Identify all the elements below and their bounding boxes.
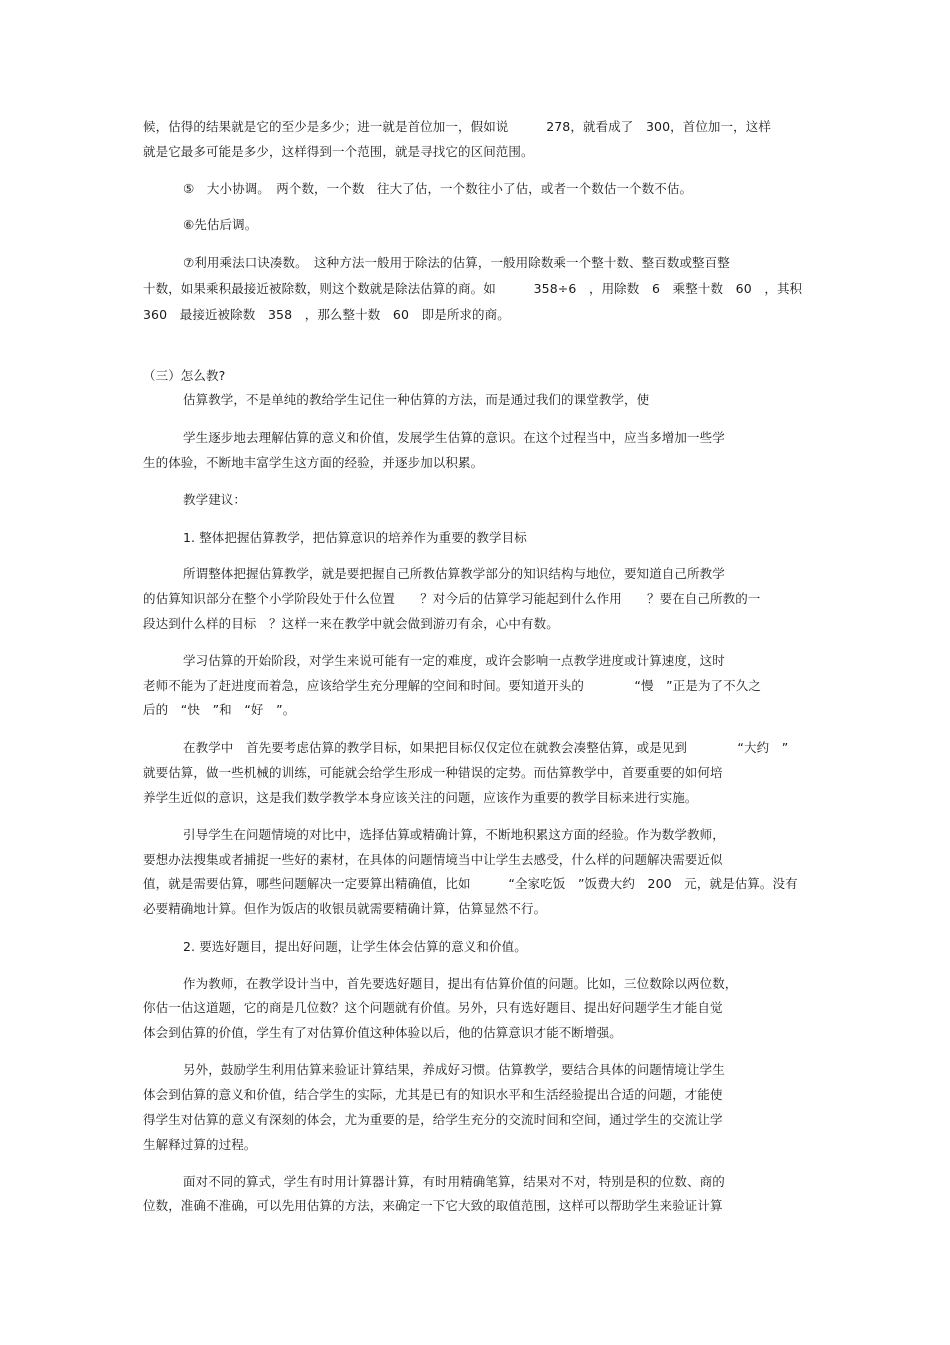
text-line: 学生逐步地去理解估算的意义和价值，发展学生估算的意识。在这个过程当中，应当多增加一些学 [183, 430, 725, 445]
text-line: ⑦利用乘法口诀凑数。 这种方法一般用于除法的估算，一般用除数乘一个整十数、整百数或整百整 [183, 255, 730, 270]
text-line: 体会到估算的价值，学生有了对估算价值这种体验以后，他的估算意识才能不断增强。 [143, 1025, 622, 1040]
text-line: 就要估算，做一些机械的训练，可能就会给学生形成一种错误的定势。而估算教学中，首要重要的如何培 [143, 765, 723, 780]
text-line: 的估算知识部分在整个小学阶段处于什么位置 ？对今后的估算学习能起到什么作用 ？要在自己所教的一 [143, 591, 761, 606]
text-line: 面对不同的算式，学生有时用计算器计算，有时用精确笔算，结果对不对，特别是积的位数、商的 [183, 1174, 725, 1189]
text-line: 学习估算的开始阶段，对学生来说可能有一定的难度，或许会影响一点教学进度或计算速度，这时 [183, 653, 725, 668]
text-line: 体会到估算的意义和价值，结合学生的实际，尤其是已有的知识水平和生活经验提出合适的问题，才能使 [143, 1087, 723, 1102]
text-line: 要想办法搜集或者捕捉一些好的素材，在具体的问题情境当中让学生去感受，什么样的问题解决需要近似 [143, 852, 723, 867]
text-line: 后的 “快 ”和 “好 ”。 [143, 702, 296, 717]
text-line: 老师不能为了赶进度而着急，应该给学生充分理解的空间和时间。要知道开头的 “慢 ”正是为了不久之 [143, 678, 761, 693]
text-line: 十数，如果乘积最接近被除数，则这个数就是除法估算的商。如 358÷6 ，用除数 6 乘整十数 60 ，其积 [143, 281, 803, 296]
text-line: 生的体验，不断地丰富学生这方面的经验，并逐步加以积累。 [143, 455, 484, 470]
text-line: ⑤ 大小协调。 两个数，一个数 往大了估，一个数往小了估，或者一个数估一个数不估。 [183, 181, 693, 196]
text-line: 引导学生在问题情境的对比中，选择估算或精确计算，不断地积累这方面的经验。作为数学教师， [183, 827, 725, 842]
text-line: ⑥先估后调。 [183, 217, 258, 232]
text-line: 候，估得的结果就是它的至少是多少；进一就是首位加一，假如说 278，就看成了 300，首位加一，这样 [143, 119, 771, 134]
text-line: 另外，鼓励学生利用估算来验证计算结果，养成好习惯。估算教学，要结合具体的问题情境让学生 [183, 1062, 725, 1077]
text-line: 你估一估这道题，它的商是几位数？这个问题就有价值。另外，只有选好题目、提出好问题学生才能自觉 [143, 1000, 723, 1015]
section-heading: （三）怎么教? [143, 368, 226, 383]
text-line: 作为教师，在教学设计当中，首先要选好题目，提出有估算价值的问题。比如，三位数除以两位数， [183, 976, 738, 991]
text-line: 必要精确地计算。但作为饭店的收银员就需要精确计算，估算显然不行。 [143, 901, 547, 916]
text-line: 估算教学，不是单纯的教给学生记住一种估算的方法，而是通过我们的课堂教学，使 [183, 392, 650, 407]
text-line: 得学生对估算的意义有深刻的体会，尤为重要的是，给学生充分的交流时间和空间，通过学生的交流让学 [143, 1112, 723, 1127]
text-line: 所谓整体把握估算教学，就是要把握自己所教估算教学部分的知识结构与地位，要知道自己所教学 [183, 566, 725, 581]
text-line: 养学生近似的意识，这是我们数学教学本身应该关注的问题，应该作为重要的教学目标来进行实施。 [143, 790, 698, 805]
text-line: 360 最接近被除数 358 ，那么整十数 60 即是所求的商。 [143, 307, 510, 322]
text-line: 就是它最多可能是多少，这样得到一个范围，就是寻找它的区间范围。 [143, 144, 534, 159]
text-line: 生解释过算的过程。 [143, 1137, 257, 1152]
text-line: 位数，准确不准确，可以先用估算的方法，来确定一下它大致的取值范围，这样可以帮助学生来验证计算 [143, 1198, 723, 1213]
text-line: 在教学中 首先要考虑估算的教学目标，如果把目标仅仅定位在就教会凑整估算，或是见到 “大约 ” [183, 740, 789, 755]
text-line: 教学建议： [183, 492, 247, 507]
text-line: 段达到什么样的目标 ？这样一来在教学中就会做到游刃有余，心中有数。 [143, 616, 559, 631]
numbered-heading: 2. 要选好题目，提出好问题，让学生体会估算的意义和价值。 [183, 939, 527, 954]
numbered-heading: 1. 整体把握估算教学，把估算意识的培养作为重要的教学目标 [183, 530, 527, 545]
text-line: 值，就是需要估算，哪些问题解决一定要算出精确值，比如 “全家吃饭 ”饭费大约 200 元，就是估算。没有 [143, 876, 798, 891]
